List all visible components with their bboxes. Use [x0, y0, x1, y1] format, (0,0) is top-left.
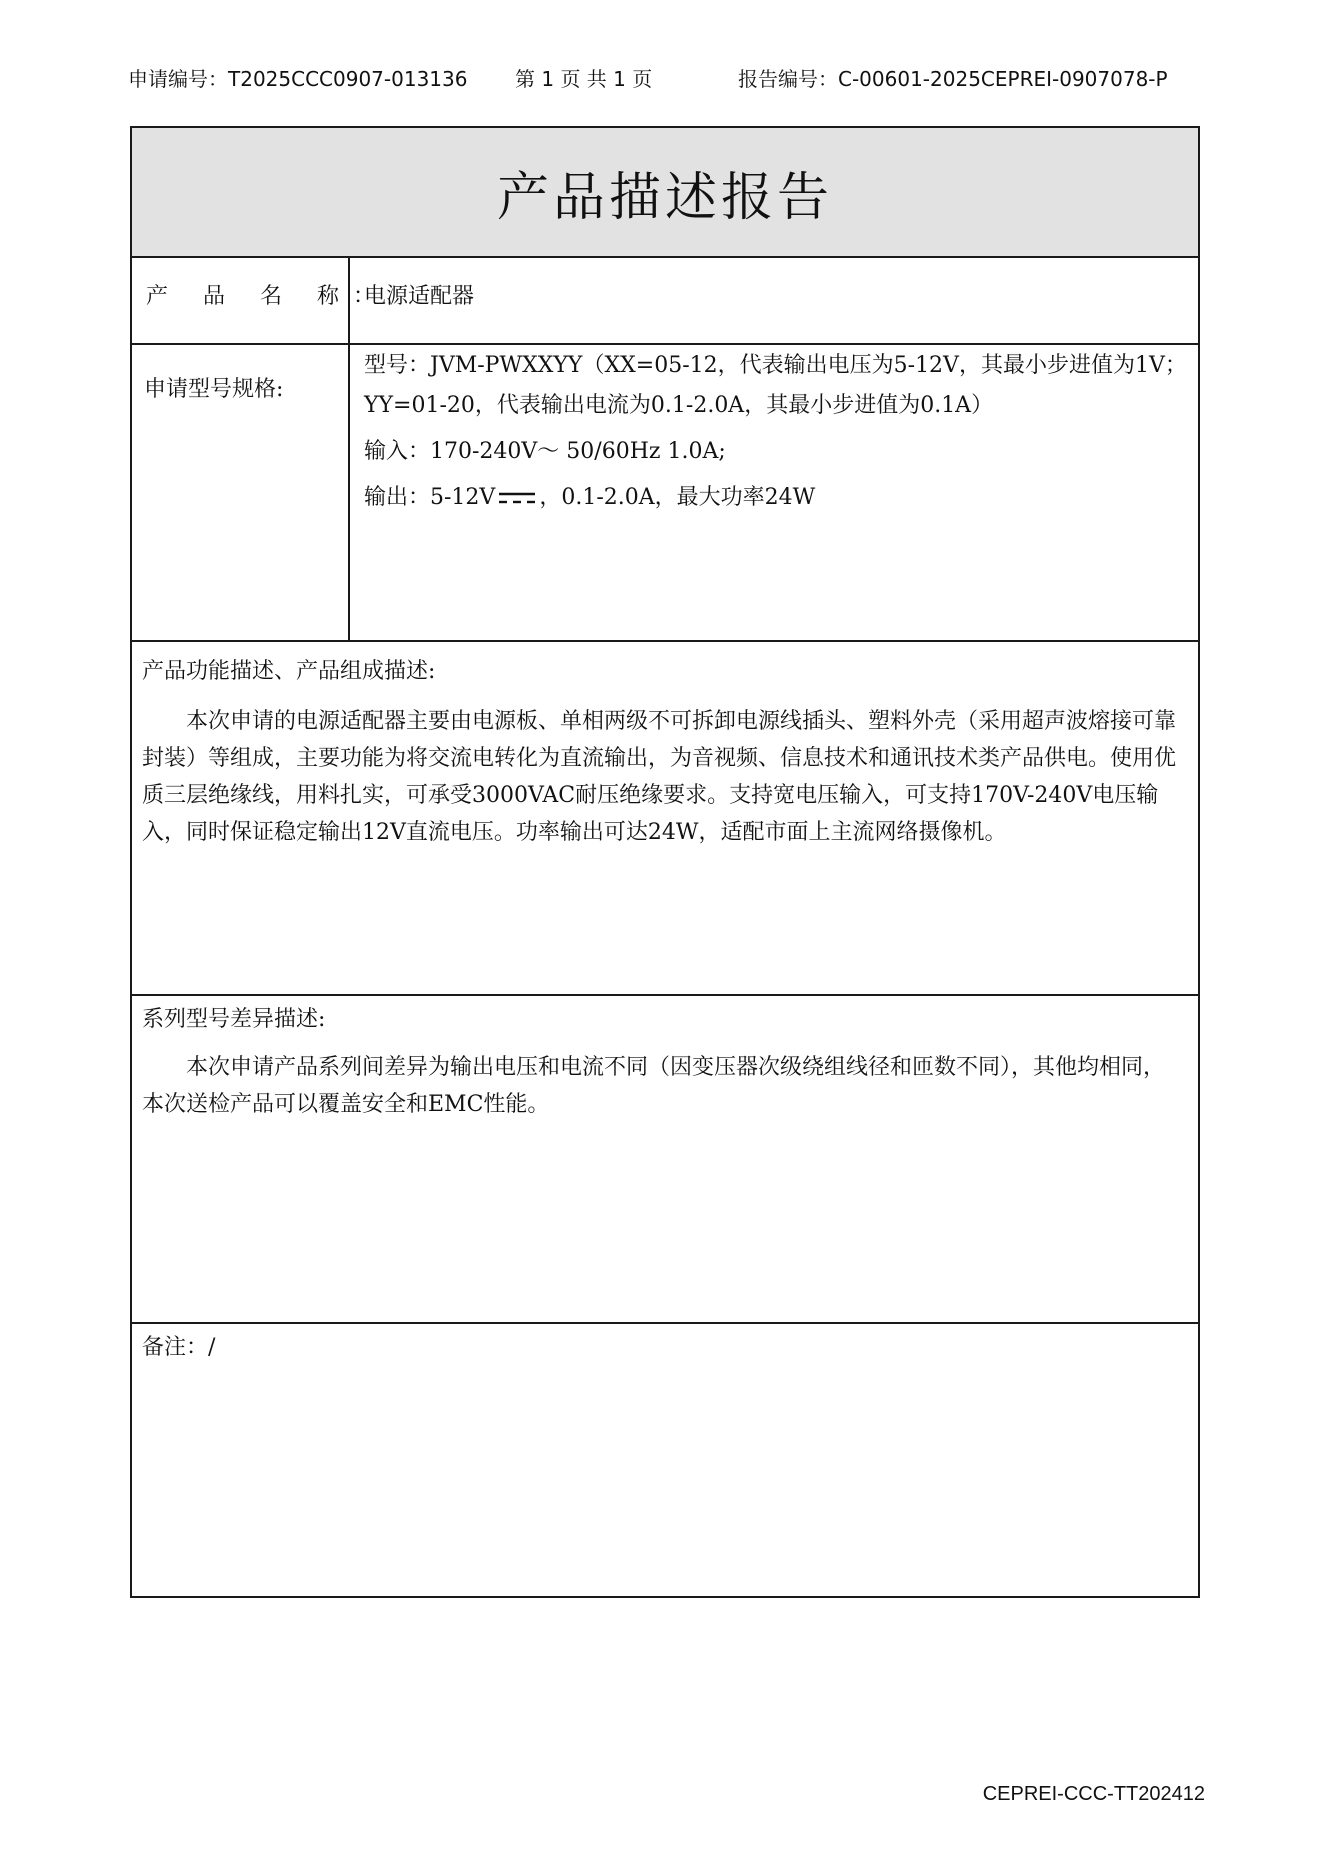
- row-divider: [132, 1322, 1198, 1324]
- page-header: [128, 64, 1208, 94]
- direct-current-icon: [497, 490, 537, 506]
- title-band: [132, 128, 1198, 258]
- row-divider: [132, 994, 1198, 996]
- report-title: 产品描述报告: [496, 167, 833, 228]
- application-number: 申请编号：T2025CCC0907-013136: [128, 67, 468, 91]
- function-section-title: 产品功能描述、产品组成描述:: [142, 659, 436, 684]
- model-line: 型号：JVM-PWXXYY（XX=05-12，代表输出电压为5-12V，其最小步进值为1V；YY=01-20，代表输出电流为0.1-2.0A，其最小步进值为0.1A）: [364, 353, 1187, 418]
- row-divider: [132, 343, 1198, 345]
- output-current-power: ，0.1-2.0A，最大功率24W: [539, 485, 816, 510]
- report-number: 报告编号：C-00601-2025CEPREI-0907078-P: [738, 67, 1168, 91]
- series-section-title: 系列型号差异描述:: [142, 1007, 326, 1032]
- output-line: [364, 478, 1194, 518]
- series-section-body: 本次申请产品系列间差异为输出电压和电流不同（因变压器次级绕组线径和匝数不同），其他均相同，本次送检产品可以覆盖安全和EMC性能。: [142, 1055, 1166, 1117]
- model-spec-value: [364, 346, 1194, 518]
- product-name-value: 电源适配器: [364, 284, 475, 309]
- form-code: CEPREI-CCC-TT202412: [982, 1783, 1205, 1805]
- function-section-body: 本次申请的电源适配器主要由电源板、单相两级不可拆卸电源线插头、塑料外壳（采用超声波熔接可靠封装）等组成，主要功能为将交流电转化为直流输出，为音视频、信息技术和通讯技术类产品供电。使用优质三层绝缘线，用料扎实，可承受3000VAC耐压绝缘要求。支持宽电压输入，可支持170V-240V电压输入，同时保证稳定输出12V直流电压。功率输出可达24W，适配市面上主流网络摄像机。: [142, 709, 1177, 845]
- label-column-divider: [348, 256, 350, 642]
- report-table: [130, 126, 1200, 1598]
- remarks-text: 备注：/: [142, 1335, 216, 1360]
- row-divider: [132, 640, 1198, 642]
- page-counter: 第 1 页 共 1 页: [515, 67, 653, 91]
- product-name-label: 产 品 名 称：: [146, 284, 389, 309]
- output-voltage: 输出：5-12V: [364, 485, 496, 510]
- input-line: 输入：170-240V～ 50/60Hz 1.0A;: [364, 439, 726, 464]
- model-spec-label: 申请型号规格:: [144, 377, 284, 402]
